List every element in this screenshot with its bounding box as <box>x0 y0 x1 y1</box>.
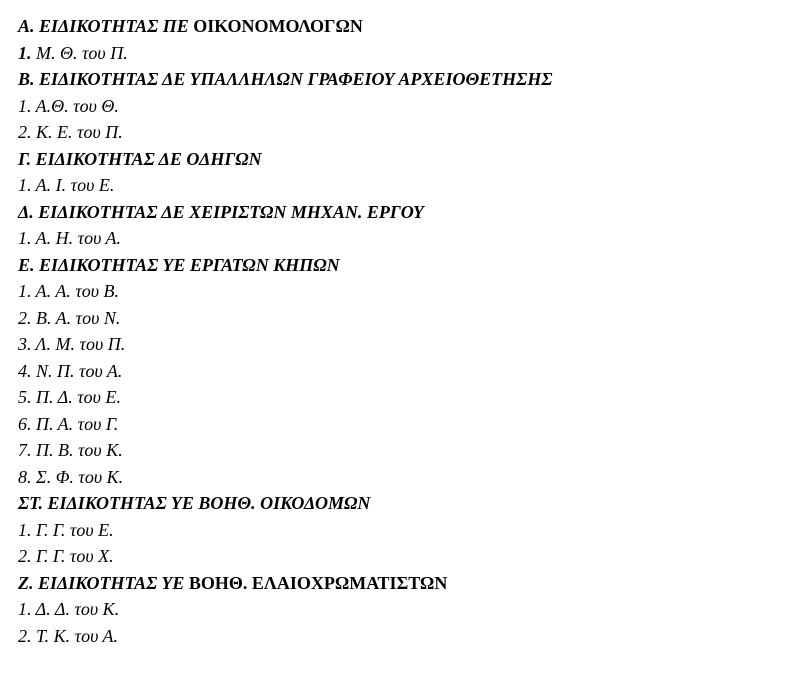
list-item-name: Α. Η. του Α. <box>31 228 122 248</box>
list-item-name: Σ. Φ. του Κ. <box>31 466 124 487</box>
list-item-name: Ν. Π. του Α. <box>31 360 123 381</box>
section-heading-a-part1: Α. ΕΙΔΙΚΟΤΗΤΑΣ ΠΕ <box>18 16 194 36</box>
list-item-name: Β. Α. του Ν. <box>31 307 121 328</box>
list-item-number: 6. <box>18 413 32 434</box>
list-item-number: 1. <box>18 42 32 63</box>
section-heading-st: ΣΤ. ΕΙΔΙΚΟΤΗΤΑΣ ΥΕ ΒΟΗΘ. ΟΙΚΟΔΟΜΩΝ <box>18 493 371 513</box>
list-item-number: 2. <box>18 307 32 328</box>
list-item <box>18 411 788 438</box>
list-item <box>18 40 788 67</box>
list-item <box>18 225 788 252</box>
list-item <box>18 543 788 570</box>
list-item-name: Γ. Γ. του Χ. <box>31 546 114 566</box>
list-item <box>18 119 788 146</box>
list-item-number: 8. <box>18 466 32 487</box>
list-item <box>18 464 788 491</box>
list-item-name: Π. Β. του Κ. <box>31 440 123 460</box>
list-item-name: Τ. Κ. του Α. <box>31 625 119 646</box>
list-item-number: 1. <box>18 519 32 540</box>
list-item <box>18 305 788 332</box>
list-item-name: Μ. Θ. του Π. <box>31 42 128 63</box>
section-heading-z-part2: ΒΟΗΘ. ΕΛΑΙΟΧΡΩΜΑΤΙΣΤΩΝ <box>188 572 448 593</box>
list-item <box>18 596 788 623</box>
list-item <box>18 384 788 411</box>
list-item <box>18 437 788 464</box>
list-item-number: 2. <box>18 122 32 142</box>
list-item <box>18 623 788 650</box>
list-item-number: 3. <box>18 334 32 354</box>
list-item <box>18 331 788 358</box>
list-item-number: 2. <box>18 546 32 566</box>
list-item-number: 1. <box>18 95 32 116</box>
list-item-number: 1. <box>18 175 32 195</box>
section-heading-z-part1: Ζ. ΕΙΔΙΚΟΤΗΤΑΣ ΥΕ <box>18 572 189 593</box>
list-item-name: Α. Ι. του Ε. <box>31 175 115 195</box>
section-heading-c: Γ. ΕΙΔΙΚΟΤΗΤΑΣ ΔΕ ΟΔΗΓΩΝ <box>18 148 262 169</box>
list-item-name: Κ. Ε. του Π. <box>31 122 123 142</box>
list-item-number: 5. <box>18 387 32 407</box>
list-item-number: 1. <box>18 228 32 248</box>
section-heading-d: Δ. ΕΙΔΙΚΟΤΗΤΑΣ ΔΕ ΧΕΙΡΙΣΤΩΝ ΜΗΧΑΝ. ΕΡΓΟΥ <box>18 201 424 222</box>
list-item-name: Α.Θ. του Θ. <box>31 95 119 116</box>
list-item-name: Γ. Γ. του Ε. <box>31 519 114 540</box>
list-item-number: 1. <box>18 599 32 619</box>
section-heading-e: Ε. ΕΙΔΙΚΟΤΗΤΑΣ ΥΕ ΕΡΓΑΤΩΝ ΚΗΠΩΝ <box>18 254 340 275</box>
list-item-number: 7. <box>18 440 32 460</box>
list-item <box>18 93 788 120</box>
section-heading-z <box>18 570 788 597</box>
list-item-number: 4. <box>18 360 32 381</box>
list-item-number: 1. <box>18 281 32 301</box>
list-item <box>18 517 788 544</box>
section-heading-a <box>18 13 788 40</box>
list-item <box>18 358 788 385</box>
section-heading-a-part2: ΟΙΚΟΝΟΜΟΛΟΓΩΝ <box>193 16 363 36</box>
section-heading-b: Β. ΕΙΔΙΚΟΤΗΤΑΣ ΔΕ ΥΠΑΛΛΗΛΩΝ ΓΡΑΦΕΙΟΥ ΑΡΧΕΙΟΘΕΤΗΣΗΣ <box>18 69 553 89</box>
list-item-number: 2. <box>18 625 32 646</box>
list-item-name: Α. Α. του Β. <box>31 281 120 301</box>
list-item-name: Δ. Δ. του Κ. <box>31 599 120 619</box>
list-item-name: Π. Δ. του Ε. <box>31 387 121 407</box>
list-item <box>18 278 788 305</box>
document-body <box>18 13 788 649</box>
list-item-name: Π. Α. του Γ. <box>31 413 119 434</box>
list-item <box>18 172 788 199</box>
list-item-name: Λ. Μ. του Π. <box>31 334 126 354</box>
